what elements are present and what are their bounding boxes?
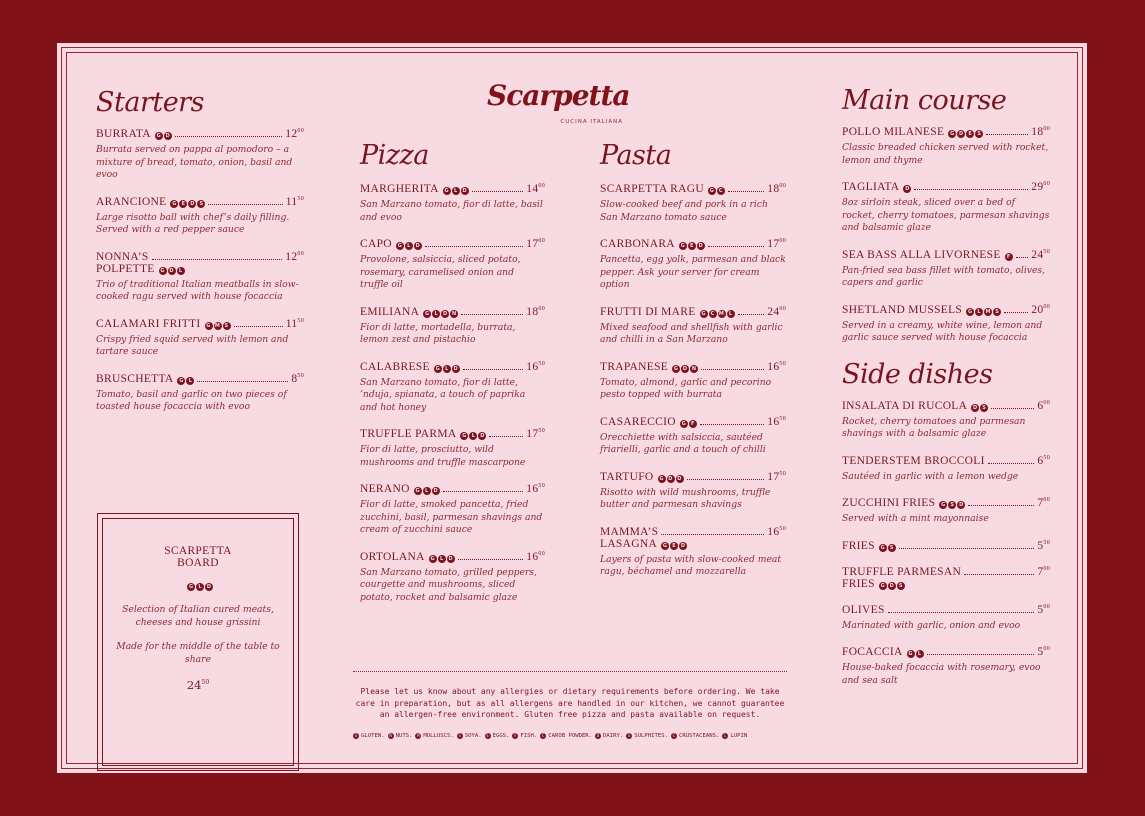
menu-item xyxy=(600,526,786,579)
item-price: $29^{00}$ xyxy=(1031,181,1050,193)
allergen-icon: E xyxy=(179,200,187,208)
allergen-icon: L xyxy=(724,733,727,738)
item-allergens xyxy=(903,185,911,193)
menu-item xyxy=(360,428,545,469)
item-name: FRIES xyxy=(842,539,875,552)
allergen-icon: G xyxy=(880,544,886,551)
menu-item xyxy=(842,604,1050,633)
item-price: $12^{00}$ xyxy=(285,128,304,140)
menu-item xyxy=(360,238,545,292)
item-allergens xyxy=(907,650,924,658)
allergen-icon: G xyxy=(680,243,686,249)
allergen-icon: D xyxy=(443,310,448,317)
item-price: $8^{50}$ xyxy=(291,372,304,385)
item-price: $5^{00}$ xyxy=(1037,646,1050,658)
allergen-icon: G xyxy=(425,310,430,317)
menu-item xyxy=(842,304,1050,345)
item-name: NONNA’S xyxy=(96,250,149,263)
allergen-icon: D xyxy=(905,186,910,192)
allergen-icon: G xyxy=(206,322,211,329)
item-name: ORTOLANA xyxy=(360,550,425,563)
allergen-icon: M xyxy=(214,322,221,329)
legend-label: CRUSTACEANS. xyxy=(678,733,720,739)
allergen-icon: D xyxy=(169,267,174,274)
allergen-icon: L xyxy=(975,308,983,316)
allergen-icon: N xyxy=(691,365,697,372)
item-description: Burrata served on pappa al pomodoro – a mixture of bread, tomato, onion, basil and evoo xyxy=(96,144,293,180)
item-price: $14^{00}$ xyxy=(526,183,545,195)
pizza-heading: Pizza xyxy=(360,140,429,171)
allergen-icon: L xyxy=(405,242,413,250)
legend-item xyxy=(485,733,510,739)
item-price: $16^{50}$ xyxy=(526,483,545,495)
allergen-icon: E xyxy=(966,130,974,138)
item-name: TARTUFO xyxy=(600,470,654,483)
menu-item xyxy=(96,251,304,304)
allergen-icon: G xyxy=(681,420,687,427)
pizza-section xyxy=(360,140,545,618)
item-name: EMILIANA xyxy=(360,305,420,318)
item-price: $17^{50}$ xyxy=(767,470,786,483)
item-name: INSALATA DI RUCOLA xyxy=(842,399,968,412)
item-allergens xyxy=(155,132,172,140)
board-description: Selection of Italian cured meats, cheeses and house grissini xyxy=(122,604,274,628)
item-allergens xyxy=(971,404,988,412)
legend-item xyxy=(671,733,719,739)
allergen-icon: F xyxy=(514,733,517,738)
legend-item xyxy=(512,733,537,739)
item-price: $5^{50}$ xyxy=(1037,539,1050,552)
item-name-2: POLPETTE xyxy=(96,262,155,275)
menu-item xyxy=(600,238,786,292)
allergen-icon: S xyxy=(223,322,231,330)
legend-label: DAIRY. xyxy=(603,733,624,739)
allergen-icon: L xyxy=(432,310,440,318)
menu-item xyxy=(842,566,1050,590)
allergen-legend xyxy=(353,733,793,739)
allergen-icon: F xyxy=(1005,253,1013,261)
item-price: $5^{00}$ xyxy=(1037,603,1050,616)
allergen-icon: S xyxy=(980,404,988,412)
item-allergens xyxy=(708,187,725,195)
item-name: TRAPANESE xyxy=(600,360,669,373)
board-description-2: Made for the middle of the table to share xyxy=(116,641,280,665)
allergen-icon: D xyxy=(677,475,682,482)
item-description: Tomato, basil and garlic on two pieces of toasted house focaccia with evoo xyxy=(96,388,287,412)
item-description: Provolone, salsiccia, sliced potato, rosemary, caramelised onion and truffle oil xyxy=(360,254,521,290)
allergen-icon: G xyxy=(662,542,668,549)
allergy-note: Please let us know about any allergies or dietary requirements before ordering. We take care in preparation, but as all allergens are handled in our kitchen, we cannot guarantee an allergen-free environment. Gluten free pizza and pasta available on request. xyxy=(353,671,787,721)
item-description: Pan-fried sea bass fillet with tomato, olives, capers and garlic xyxy=(842,264,1046,288)
allergen-icon: L xyxy=(177,267,185,275)
item-allergens xyxy=(879,582,905,590)
item-allergens xyxy=(434,365,460,373)
menu-item xyxy=(360,183,545,224)
item-price: $17^{00}$ xyxy=(767,238,786,250)
allergen-icon: S xyxy=(628,733,631,738)
menu-item xyxy=(842,455,1050,484)
allergen-icon: M xyxy=(417,733,420,738)
allergen-icon: D xyxy=(596,733,600,738)
item-name: ARANCIONE xyxy=(96,195,167,208)
item-description: Pancetta, egg yolk, parmesan and black pepper. Ask your server for cream option xyxy=(600,254,786,290)
item-name: CASARECCIO xyxy=(600,415,676,428)
item-description: Tomato, almond, garlic and pecorino pesto topped with burrata xyxy=(600,376,772,400)
pasta-heading: Pasta xyxy=(600,140,672,171)
item-description: 8oz sirloin steak, sliced over a bed of rocket, cherry tomatoes, parmesan shavings and balsamic glaze xyxy=(842,197,1050,233)
allergen-icon: L xyxy=(423,487,431,495)
allergen-icon: G xyxy=(156,133,162,139)
item-description: Fior di latte, prosciutto, wild mushrooms and truffle mascarpone xyxy=(360,444,526,468)
item-price: $18^{00}$ xyxy=(767,183,786,195)
allergen-icon: E xyxy=(670,542,678,550)
menu-item xyxy=(842,249,1050,290)
item-name: MARGHERITA xyxy=(360,183,439,195)
item-description: Large risotto ball with chef’s daily filling. Served with a red pepper sauce xyxy=(96,211,290,235)
item-allergens xyxy=(460,432,486,440)
allergen-icon: D xyxy=(206,584,212,590)
allergen-icon: G xyxy=(659,475,664,482)
item-description: Served with a mint mayonnaise xyxy=(842,513,989,524)
item-allergens xyxy=(443,187,469,195)
legend-label: EGGS. xyxy=(492,733,510,739)
menu-item xyxy=(842,400,1050,441)
item-price: $20^{00}$ xyxy=(1031,303,1050,316)
item-allergens xyxy=(429,555,455,563)
legend-label: SULPHITES. xyxy=(634,733,668,739)
item-description: San Marzano tomato, grilled peppers, courgette and mushrooms, sliced potato, rocket and balsamic glaze xyxy=(360,566,537,603)
menu-item xyxy=(360,483,545,537)
item-allergens xyxy=(939,501,965,509)
allergen-icon: N xyxy=(389,733,392,738)
allergen-icon: D xyxy=(433,488,438,494)
board-title-2: BOARD xyxy=(177,557,219,569)
menu-item xyxy=(842,126,1050,167)
item-description: Marinated with garlic, onion and evoo xyxy=(842,619,1021,631)
allergen-icon: D xyxy=(480,433,485,439)
item-description: Classic breaded chicken served with rocket, lemon and thyme xyxy=(842,142,1049,166)
main-course-heading: Main course xyxy=(842,85,1007,116)
menu-item xyxy=(842,497,1050,526)
allergen-icon: D xyxy=(682,365,688,372)
legend-item xyxy=(388,733,413,739)
allergen-icon: G xyxy=(908,651,913,657)
item-price: $11^{50}$ xyxy=(285,317,304,330)
legend-label: GLUTEN. xyxy=(361,733,385,739)
allergen-icon: F xyxy=(689,420,697,428)
item-description: San Marzano tomato, fior di latte, basil and evoo xyxy=(360,199,543,223)
allergen-icon: S xyxy=(458,733,461,738)
allergen-icon: N xyxy=(452,310,457,317)
item-price: $24^{00}$ xyxy=(767,305,786,318)
item-allergens xyxy=(948,130,983,138)
item-name: TRUFFLE PARMA xyxy=(360,428,457,440)
allergen-icon: G xyxy=(179,377,184,384)
item-allergens xyxy=(177,377,194,385)
menu-item xyxy=(842,181,1050,235)
item-price: $6^{50}$ xyxy=(1037,454,1050,467)
brand-tagline: CUCINA ITALIANA xyxy=(560,119,623,125)
item-allergens xyxy=(159,267,185,275)
legend-item xyxy=(540,733,592,739)
allergen-icon: D xyxy=(190,200,195,207)
item-price: $7^{00}$ xyxy=(1037,497,1050,509)
allergen-icon: L xyxy=(727,310,735,318)
item-description: Fior di latte, smoked pancetta, fried zucchini, basil, parmesan shavings and cream of zucchini sauce xyxy=(360,499,543,535)
menu-item xyxy=(600,416,786,457)
item-price: $17^{50}$ xyxy=(526,428,545,440)
allergen-icon: G xyxy=(701,310,706,317)
item-name: NERANO xyxy=(360,483,410,495)
item-allergens xyxy=(170,200,205,208)
allergen-icon: G xyxy=(188,584,194,590)
allergen-icon: G xyxy=(941,502,946,508)
allergen-icon: G xyxy=(415,488,420,494)
menu-item xyxy=(96,196,304,237)
item-price: $18^{00}$ xyxy=(1031,126,1050,138)
allergen-icon: G xyxy=(880,582,886,589)
menu-item xyxy=(600,361,786,402)
allergen-icon: C xyxy=(542,733,545,738)
item-allergens xyxy=(679,242,705,250)
item-allergens xyxy=(205,322,231,330)
legend-item xyxy=(457,733,482,739)
allergen-icon: G xyxy=(397,243,403,249)
allergen-icon: L xyxy=(469,432,477,440)
legend-item xyxy=(415,733,453,739)
item-price: $16^{50}$ xyxy=(767,525,786,538)
item-description: Rocket, cherry tomatoes and parmesan shavings with a balsamic glaze xyxy=(842,415,1026,439)
item-name: CARBONARA xyxy=(600,238,675,250)
allergen-icon: D xyxy=(959,131,964,137)
menu-item xyxy=(600,471,786,512)
item-allergens xyxy=(414,487,440,495)
menu-item xyxy=(600,183,786,224)
item-allergens xyxy=(658,475,684,483)
allergen-icon: G xyxy=(967,308,973,315)
allergen-icon: S xyxy=(948,501,956,509)
item-name: BRUSCHETTA xyxy=(96,372,174,385)
menu-item xyxy=(96,318,304,359)
item-name: SHETLAND MUSSELS xyxy=(842,303,963,316)
allergen-icon: G xyxy=(444,188,449,194)
allergen-icon: L xyxy=(186,377,194,385)
allergen-icon: D xyxy=(462,188,467,194)
item-name: FRUTTI DI MARE xyxy=(600,305,696,318)
scarpetta-board xyxy=(97,513,299,771)
item-allergens xyxy=(966,308,1001,316)
allergen-icon: S xyxy=(897,582,905,590)
item-name: CALAMARI FRITTI xyxy=(96,317,201,330)
board-allergens xyxy=(111,573,285,592)
allergen-icon: M xyxy=(718,310,725,317)
brand-logo xyxy=(487,79,630,125)
allergen-icon: L xyxy=(916,650,924,658)
item-name: TAGLIATA xyxy=(842,181,900,193)
item-name-2: LASAGNA xyxy=(600,537,658,550)
item-price: $16^{00}$ xyxy=(526,550,545,563)
legend-item xyxy=(626,733,668,739)
allergen-icon: G xyxy=(709,188,715,194)
item-description: San Marzano tomato, fior di latte, ’nduja, spianata, a touch of paprika and hot honey xyxy=(360,376,526,413)
item-price: $18^{00}$ xyxy=(526,305,545,318)
item-allergens xyxy=(396,242,422,250)
allergen-icon: D xyxy=(959,502,964,508)
allergen-icon: M xyxy=(985,308,991,315)
allergen-icon: S xyxy=(993,308,1001,316)
item-price: $16^{50}$ xyxy=(526,360,545,373)
menu-item xyxy=(842,540,1050,552)
starters-heading: Starters xyxy=(96,87,204,118)
item-name-2: FRIES xyxy=(842,577,875,590)
item-description: Sautéed in garlic with a lemon wedge xyxy=(842,470,1019,482)
allergen-icon: D xyxy=(973,404,978,411)
item-name: CAPO xyxy=(360,238,392,250)
allergen-icon: E xyxy=(688,242,696,250)
allergen-icon: D xyxy=(453,365,459,372)
item-description: Layers of pasta with slow-cooked meat ragu, béchamel and mozzarella xyxy=(600,553,782,577)
item-allergens xyxy=(879,544,896,552)
item-description: Mixed seafood and shellfish with garlic and chilli in a San Marzano xyxy=(600,321,783,345)
item-name: POLLO MILANESE xyxy=(842,126,945,138)
item-description: Crispy fried squid served with lemon and tartare sauce xyxy=(96,333,289,357)
allergen-icon: G xyxy=(950,131,955,137)
item-price: $24^{50}$ xyxy=(1031,248,1050,261)
item-price: $12^{00}$ xyxy=(285,250,304,263)
item-price: $7^{00}$ xyxy=(1037,565,1050,578)
allergen-icon: C xyxy=(709,310,717,318)
item-allergens xyxy=(1005,253,1013,261)
starters-section xyxy=(96,87,304,428)
item-description: Risotto with wild mushrooms, truffle butter and parmesan shavings xyxy=(600,486,771,510)
board-title: SCARPETTA xyxy=(164,545,232,557)
pasta-section xyxy=(600,140,786,593)
legend-item xyxy=(722,733,747,739)
item-description: House-baked focaccia with rosemary, evoo and sea salt xyxy=(842,662,1041,686)
allergen-icon: E xyxy=(486,733,489,738)
item-description: Slow-cooked beef and pork in a rich San Marzano tomato sauce xyxy=(600,199,768,223)
item-price: $16^{50}$ xyxy=(767,360,786,373)
item-price: $16^{50}$ xyxy=(767,415,786,428)
allergen-icon: G xyxy=(430,555,435,562)
allergen-icon: L xyxy=(443,365,451,373)
item-name: TRUFFLE PARMESAN xyxy=(842,565,962,578)
board-price: $24^{50}$ xyxy=(186,678,210,692)
allergen-icon: D xyxy=(415,243,421,249)
allergen-icon: D xyxy=(680,542,686,549)
allergen-icon: L xyxy=(452,187,460,195)
menu-item xyxy=(842,646,1050,687)
allergen-icon: D xyxy=(448,555,453,562)
legend-label: CAROB POWDER. xyxy=(548,733,593,739)
item-name: BURRATA xyxy=(96,128,151,140)
legend-label: SOYA. xyxy=(464,733,482,739)
allergen-icon: G xyxy=(160,267,165,274)
allergen-icon: D xyxy=(165,133,171,139)
item-name: ZUCCHINI FRIES xyxy=(842,497,936,509)
allergen-icon: D xyxy=(698,243,704,249)
allergen-icon: L xyxy=(438,555,446,563)
item-allergens xyxy=(700,310,735,318)
allergen-icon: G xyxy=(673,365,679,372)
item-name: CALABRESE xyxy=(360,360,430,373)
item-description: Fior di latte, mortadella, burrata, lemon zest and pistachio xyxy=(360,321,516,345)
allergen-icon: D xyxy=(889,582,895,589)
item-price: $17^{00}$ xyxy=(526,238,545,250)
item-name: SCARPETTA RAGU xyxy=(600,183,704,195)
item-allergens xyxy=(672,365,698,373)
item-name: FOCACCIA xyxy=(842,646,903,658)
item-allergens xyxy=(661,542,687,550)
allergen-icon: L xyxy=(196,583,204,591)
allergen-icon: D xyxy=(668,475,673,482)
menu-item xyxy=(360,306,545,347)
item-name: SEA BASS ALLA LIVORNESE xyxy=(842,248,1001,261)
legend-label: LUPIN xyxy=(730,733,748,739)
allergen-icon: C xyxy=(672,733,676,738)
item-description: Trio of traditional Italian meatballs in slow-cooked ragu served with house focaccia xyxy=(96,278,299,302)
allergen-icon: S xyxy=(888,544,896,552)
menu-item xyxy=(96,373,304,414)
item-allergens xyxy=(423,310,458,318)
item-description: Orecchiette with salsiccia, sautéed friarielli, garlic and a touch of chilli xyxy=(600,431,766,455)
item-name: TENDERSTEM BROCCOLI xyxy=(842,454,985,467)
allergen-icon: G xyxy=(435,365,440,372)
item-description: Served in a creamy, white wine, lemon and garlic sauce served with house focaccia xyxy=(842,319,1043,343)
item-name: MAMMA’S xyxy=(600,525,659,538)
item-price: $6^{00}$ xyxy=(1037,399,1050,412)
allergen-icon: C xyxy=(717,187,725,195)
menu-item xyxy=(96,128,304,182)
menu-item xyxy=(600,306,786,347)
legend-label: NUTS. xyxy=(395,733,413,739)
allergen-icon: S xyxy=(975,130,983,138)
allergen-icon: G xyxy=(172,200,177,207)
legend-item xyxy=(595,733,623,739)
item-name: OLIVES xyxy=(842,603,885,616)
legend-label: MOLLUSCS. xyxy=(423,733,454,739)
menu-item xyxy=(360,361,545,415)
legend-label: FISH. xyxy=(520,733,538,739)
side-dishes-heading: Side dishes xyxy=(842,358,993,390)
allergen-icon: S xyxy=(197,200,205,208)
allergen-icon: G xyxy=(462,433,467,439)
main-course-section xyxy=(842,85,1050,701)
legend-item xyxy=(353,733,385,739)
item-price: $11^{50}$ xyxy=(285,195,304,208)
brand-name: Scarpetta xyxy=(487,79,630,112)
menu-card xyxy=(57,43,1087,773)
item-allergens xyxy=(680,420,697,428)
allergen-icon: G xyxy=(354,733,358,738)
menu-item xyxy=(360,551,545,605)
